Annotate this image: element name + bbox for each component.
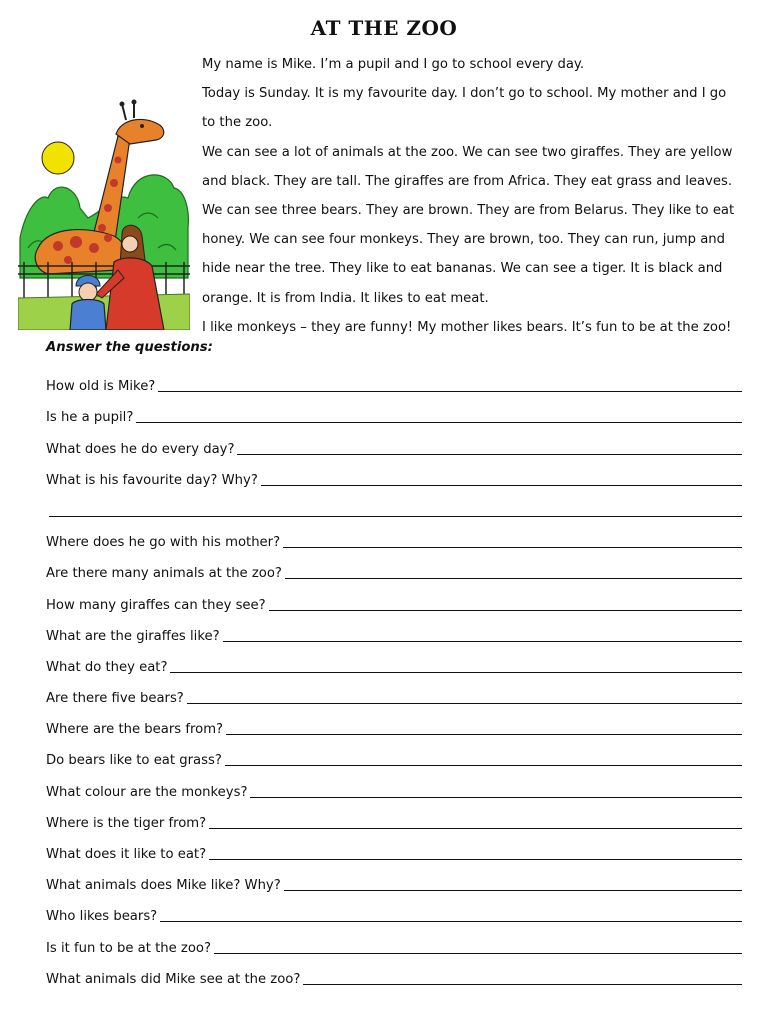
question-row [46,709,742,740]
answer-line[interactable] [187,703,742,704]
mother-face [122,236,138,252]
answer-line[interactable] [237,454,742,455]
story-line: I like monkeys – they are funny! My mother likes bears. It’s fun to be at the zoo! [202,319,732,335]
zoo-illustration [18,98,190,330]
question-text: Do bears like to eat grass? [46,753,222,769]
answer-line[interactable] [269,610,742,611]
question-text: What is his favourite day? Why? [46,472,258,488]
question-row [46,428,742,459]
answer-line[interactable] [283,547,742,548]
question-row [46,647,742,678]
question-row [46,834,742,865]
questions-list [46,366,742,990]
question-text: Is it fun to be at the zoo? [46,940,211,956]
question-row [46,740,742,771]
question-row [46,927,742,958]
question-row [46,865,742,896]
answer-line[interactable] [158,391,742,392]
story-line: We can see a lot of animals at the zoo. We can see two giraffes. They are yellow [202,144,733,160]
question-text: Are there many animals at the zoo? [46,566,282,582]
question-text: What does he do every day? [46,441,235,457]
question-row [46,678,742,709]
answer-line[interactable] [223,641,742,642]
story-line: to the zoo. [202,115,273,131]
answer-line[interactable] [209,859,742,860]
question-text: How old is Mike? [46,379,156,395]
sun-icon [42,142,74,174]
questions-heading: Answer the questions: [46,340,213,355]
child-shirt [70,300,106,331]
question-row [46,959,742,990]
question-row [46,616,742,647]
answer-line[interactable] [284,890,742,891]
story-line: We can see three bears. They are brown. They are from Belarus. They like to eat [202,203,735,219]
answer-line[interactable] [160,921,742,922]
story-line: Today is Sunday. It is my favourite day. I don’t go to school. My mother and I go [202,86,727,102]
question-row [46,896,742,927]
question-row [46,397,742,428]
question-text: Where does he go with his mother? [46,535,281,551]
question-row [46,803,742,834]
story-line: orange. It is from India. It likes to eat meat. [202,290,489,306]
story-line: honey. We can see four monkeys. They are brown, too. They can run, jump and [202,232,726,248]
giraffe-body [35,230,126,274]
question-text: What colour are the monkeys? [46,784,248,800]
giraffe-horn-tip [120,102,125,107]
giraffe-eye [140,124,144,128]
question-text: Where is the tiger from? [46,815,207,831]
answer-line[interactable] [226,734,742,735]
question-row [46,553,742,584]
question-row [46,366,742,397]
story-line: and black. They are tall. The giraffes are from Africa. They eat grass and leaves. [202,173,733,189]
answer-line[interactable] [285,578,742,579]
question-text: What do they eat? [46,659,168,675]
answer-line[interactable] [209,828,742,829]
story-text [202,50,754,342]
answer-line[interactable] [49,516,742,517]
question-text: Are there five bears? [46,691,184,707]
answer-line[interactable] [303,984,742,985]
question-text: Where are the bears from? [46,722,224,738]
question-row [46,460,742,491]
question-text: What does it like to eat? [46,847,207,862]
question-text: What are the giraffes like? [46,628,220,644]
answer-line[interactable] [261,485,742,486]
page-title: AT THE ZOO [310,16,458,40]
story-line: hide near the tree. They like to eat bananas. We can see a tiger. It is black and [202,261,723,277]
question-row [46,491,742,522]
question-text: What animals does Mike like? Why? [46,878,281,894]
question-row [46,522,742,553]
story-line: My name is Mike. I’m a pupil and I go to school every day. [202,57,585,72]
answer-line[interactable] [250,797,742,798]
question-text: How many giraffes can they see? [46,597,266,613]
giraffe-horn-tip [132,100,137,105]
answer-line[interactable] [136,422,742,423]
answer-line[interactable] [214,953,742,954]
question-text: Is he a pupil? [46,410,134,426]
child-head [79,283,97,301]
answer-line[interactable] [170,672,742,673]
answer-line[interactable] [225,765,742,766]
question-text: What animals did Mike see at the zoo? [46,971,301,987]
question-row [46,584,742,615]
question-row [46,771,742,802]
question-text: Who likes bears? [46,909,158,925]
